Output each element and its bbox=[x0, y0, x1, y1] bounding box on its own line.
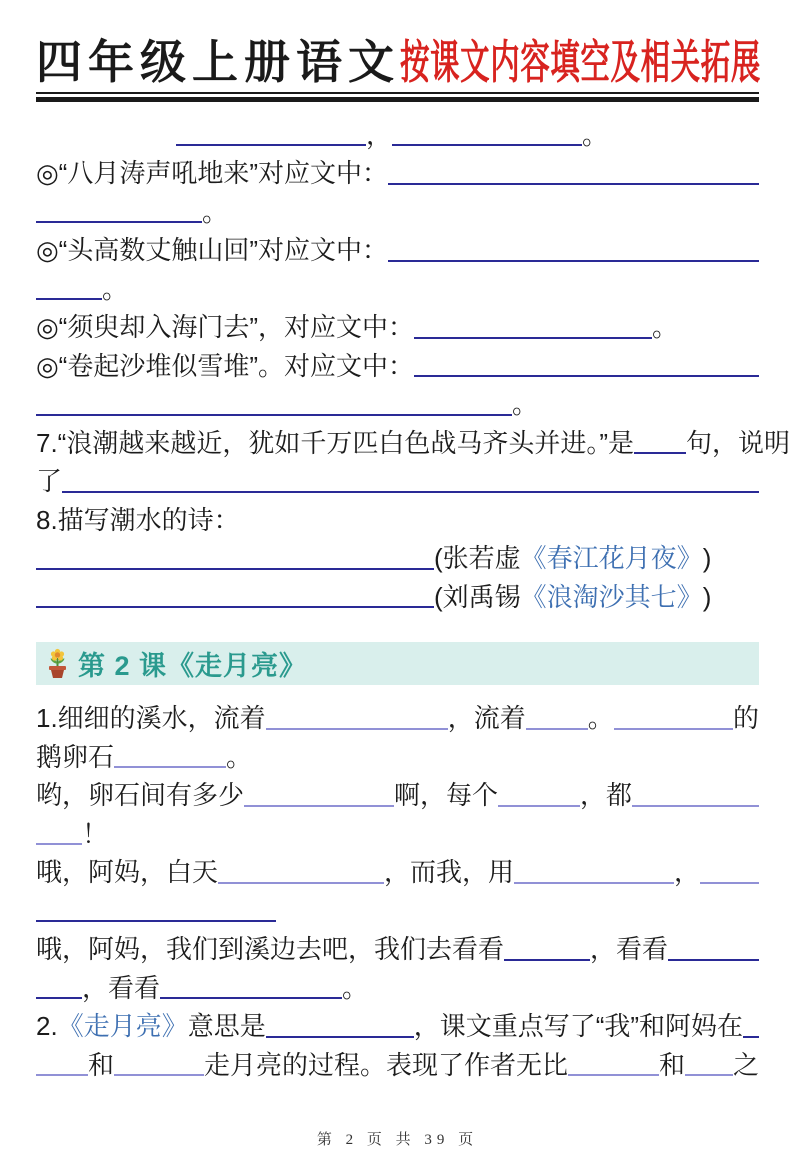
text-line bbox=[36, 699, 759, 738]
text-line bbox=[36, 193, 759, 232]
fill-blank[interactable] bbox=[244, 805, 394, 807]
page-number-footer: 第 2 页 共 39 页 bbox=[316, 1132, 479, 1149]
fill-blank[interactable] bbox=[114, 1074, 204, 1076]
text-line bbox=[36, 776, 759, 815]
text-run: ◎“头高数丈触山回”对应文中： bbox=[36, 235, 389, 266]
text-line bbox=[36, 578, 759, 617]
text-line bbox=[36, 385, 759, 424]
text-run: 鹅卵石 bbox=[36, 741, 115, 772]
text-line bbox=[36, 892, 759, 931]
text-run: (刘禹锡 bbox=[434, 581, 521, 612]
fill-blank[interactable] bbox=[632, 805, 759, 807]
text-run: 之 bbox=[732, 1049, 759, 1080]
fill-blank[interactable] bbox=[668, 959, 759, 961]
fill-blank[interactable] bbox=[218, 882, 384, 884]
text-line bbox=[36, 424, 791, 463]
text-line bbox=[36, 930, 759, 969]
text-run: ) bbox=[702, 581, 719, 612]
fill-blank[interactable] bbox=[36, 1074, 88, 1076]
text-line bbox=[36, 1046, 759, 1085]
text-line bbox=[36, 231, 759, 270]
text-run: 7.“浪潮越来越近，犹如千万匹白色战马齐头并进。”是 bbox=[36, 427, 635, 458]
text-run: ， bbox=[674, 857, 701, 888]
text-run: 的 bbox=[732, 703, 759, 734]
fill-blank[interactable] bbox=[498, 805, 580, 807]
title-divider bbox=[36, 97, 759, 102]
fill-blank[interactable] bbox=[700, 882, 759, 884]
fill-blank[interactable] bbox=[36, 606, 434, 608]
fill-blank[interactable] bbox=[414, 375, 759, 377]
text-run: 。 bbox=[342, 972, 369, 1003]
text-run: 和 bbox=[88, 1049, 115, 1080]
text-run: ， bbox=[366, 119, 393, 150]
text-run: 。 bbox=[652, 312, 679, 343]
text-line bbox=[36, 539, 759, 578]
fill-blank[interactable] bbox=[414, 337, 652, 339]
fill-blank[interactable] bbox=[634, 452, 686, 454]
text-line bbox=[36, 270, 759, 309]
fill-blank[interactable] bbox=[685, 1074, 733, 1076]
text-run: 哦，阿妈，白天 bbox=[36, 857, 219, 888]
text-run: 和 bbox=[658, 1049, 685, 1080]
text-run: ) bbox=[702, 543, 719, 574]
text-line bbox=[36, 116, 759, 155]
fill-blank[interactable] bbox=[526, 728, 588, 730]
text-line bbox=[36, 462, 759, 501]
lesson2-section-title: 第 2 课《走月亮》 bbox=[78, 651, 308, 682]
fill-blank[interactable] bbox=[568, 1074, 659, 1076]
text-line bbox=[36, 853, 759, 892]
text-run: 。 bbox=[587, 703, 614, 734]
fill-blank[interactable] bbox=[36, 414, 512, 416]
text-line bbox=[36, 738, 759, 777]
text-run: ，而我，用 bbox=[384, 857, 515, 888]
text-run: ，看看 bbox=[82, 972, 161, 1003]
text-run: 哦，阿妈，我们到溪边去吧，我们去看看 bbox=[36, 934, 505, 965]
text-run: 了 bbox=[36, 466, 63, 497]
fill-blank[interactable] bbox=[266, 1036, 414, 1038]
potted-plant-icon bbox=[44, 648, 71, 679]
fill-blank[interactable] bbox=[36, 298, 102, 300]
section1-exercises bbox=[36, 116, 791, 617]
text-line bbox=[36, 308, 759, 347]
text-run: 8.描写潮水的诗： bbox=[36, 504, 240, 535]
text-run: 。 bbox=[202, 196, 229, 227]
text-line bbox=[36, 969, 759, 1008]
fill-blank[interactable] bbox=[266, 728, 448, 730]
text-run: (张若虚 bbox=[434, 543, 521, 574]
text-run: 句，说明 bbox=[686, 427, 791, 458]
text-line bbox=[36, 815, 759, 854]
text-line bbox=[36, 501, 759, 540]
fill-blank[interactable] bbox=[62, 491, 759, 493]
book-title-ref: 《春江花月夜》 bbox=[520, 543, 703, 574]
text-run: 。 bbox=[226, 741, 253, 772]
text-run: 1.细细的溪水，流着 bbox=[36, 703, 266, 734]
page-title-text bbox=[36, 36, 759, 94]
fill-blank[interactable] bbox=[614, 728, 733, 730]
text-line bbox=[36, 347, 759, 386]
text-run: ，课文重点写了“我”和阿妈在 bbox=[413, 1011, 744, 1042]
worksheet-page bbox=[0, 36, 793, 1158]
text-run: 2. bbox=[36, 1011, 58, 1042]
fill-blank[interactable] bbox=[504, 959, 590, 961]
text-run: ，流着 bbox=[447, 703, 526, 734]
text-line bbox=[36, 154, 759, 193]
text-run: ！ bbox=[82, 818, 109, 849]
book-title-ref: 《走月亮》 bbox=[57, 1011, 188, 1042]
book-title-ref: 《浪淘沙其七》 bbox=[520, 581, 703, 612]
title-red-part: 按课文内容填空及相关拓展 bbox=[400, 36, 761, 88]
text-run: 。 bbox=[512, 389, 539, 420]
text-run: ，都 bbox=[580, 780, 633, 811]
fill-blank[interactable] bbox=[36, 920, 276, 922]
title-black-part: 四年级上册语文 bbox=[36, 36, 400, 88]
fill-blank[interactable] bbox=[36, 568, 434, 570]
text-run: ◎“八月涛声吼地来”对应文中： bbox=[36, 158, 389, 189]
text-run: ，看看 bbox=[590, 934, 669, 965]
fill-blank[interactable] bbox=[388, 183, 759, 185]
fill-blank[interactable] bbox=[176, 144, 366, 146]
text-run: 意思是 bbox=[187, 1011, 266, 1042]
text-run: 哟，卵石间有多少 bbox=[36, 780, 245, 811]
text-run: 走月亮的过程。表现了作者无比 bbox=[204, 1049, 569, 1080]
fill-blank[interactable] bbox=[36, 221, 202, 223]
text-line bbox=[36, 1007, 759, 1046]
text-run: ◎“须臾却入海门去”，对应文中： bbox=[36, 312, 415, 343]
fill-blank[interactable] bbox=[160, 997, 342, 999]
page-title bbox=[36, 36, 759, 102]
section2-exercises bbox=[36, 699, 759, 1084]
fill-blank[interactable] bbox=[388, 260, 759, 262]
text-run: 啊，每个 bbox=[394, 780, 499, 811]
fill-blank[interactable] bbox=[36, 997, 82, 999]
text-run: 。 bbox=[102, 273, 129, 304]
lesson2-section-header bbox=[36, 642, 759, 685]
fill-blank[interactable] bbox=[114, 766, 226, 768]
text-run: 。 bbox=[582, 119, 609, 150]
fill-blank[interactable] bbox=[514, 882, 674, 884]
fill-blank[interactable] bbox=[743, 1036, 759, 1038]
fill-blank[interactable] bbox=[36, 843, 82, 845]
fill-blank[interactable] bbox=[392, 144, 582, 146]
text-run: ◎“卷起沙堆似雪堆”。对应文中： bbox=[36, 350, 415, 381]
